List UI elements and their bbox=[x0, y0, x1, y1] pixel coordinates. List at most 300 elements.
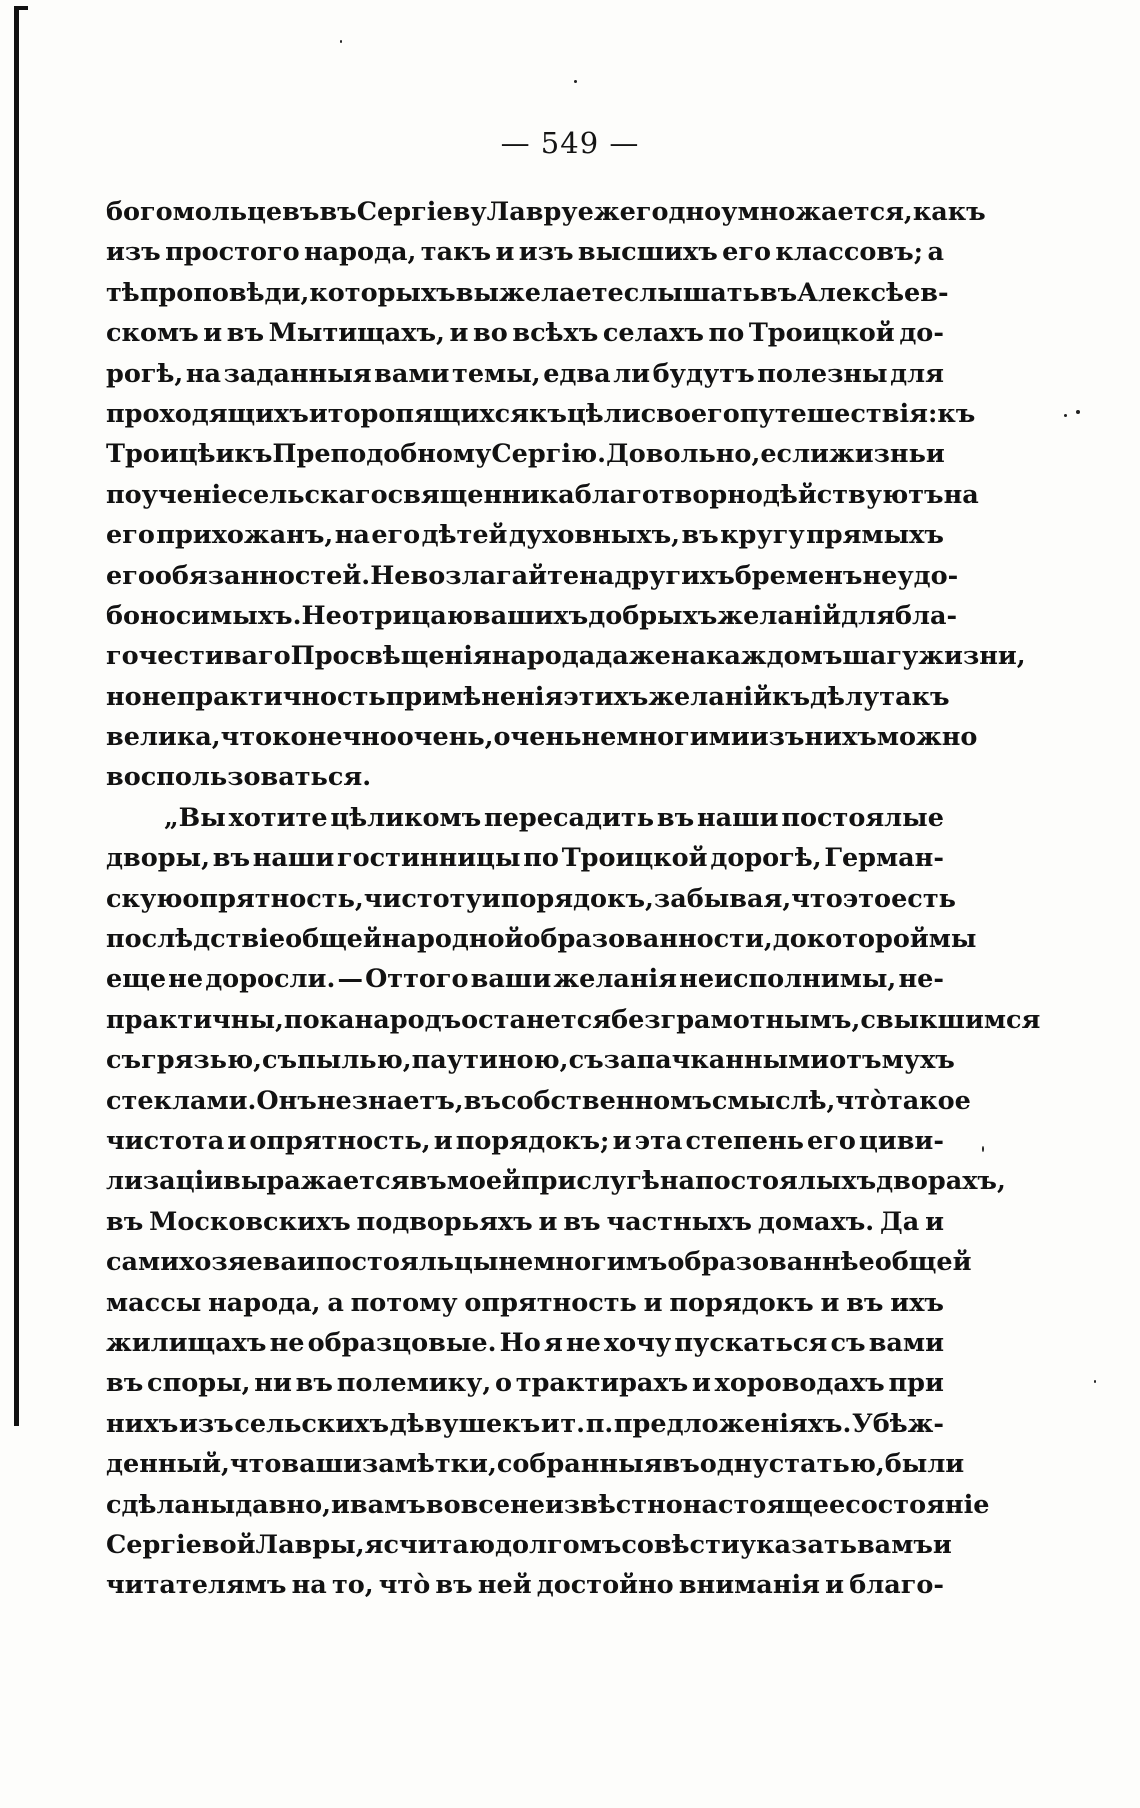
word: дорогѣ, bbox=[710, 843, 822, 874]
word: воспользоваться. bbox=[106, 762, 372, 793]
word: не- bbox=[898, 964, 944, 995]
text-line bbox=[106, 757, 944, 797]
text-line bbox=[106, 1242, 972, 1282]
text-line bbox=[106, 677, 950, 717]
word: вы bbox=[455, 277, 500, 308]
text-line bbox=[106, 636, 1026, 676]
word: шагу bbox=[842, 641, 919, 672]
word: и bbox=[612, 1125, 632, 1156]
word: пока bbox=[283, 1004, 355, 1035]
word: вовсе bbox=[425, 1489, 511, 1520]
word: и bbox=[925, 1206, 944, 1237]
word: я bbox=[364, 1529, 384, 1560]
word: — bbox=[337, 964, 363, 995]
word: на bbox=[291, 1570, 327, 1601]
word: образованности, bbox=[523, 924, 773, 955]
word: въ bbox=[846, 1287, 884, 1318]
word: и bbox=[495, 237, 515, 268]
word: къ bbox=[937, 398, 976, 429]
word: наши bbox=[252, 843, 335, 874]
word: долгомъ bbox=[495, 1529, 622, 1560]
word: во bbox=[473, 318, 508, 349]
word: „Вы bbox=[164, 802, 226, 833]
word: Убѣж- bbox=[852, 1408, 944, 1439]
word: къ bbox=[772, 681, 811, 712]
word: въ bbox=[409, 1166, 447, 1197]
word: и bbox=[215, 439, 235, 470]
word: Сергіевой bbox=[106, 1529, 256, 1560]
word: эта bbox=[634, 1125, 683, 1156]
word: состояніе bbox=[845, 1489, 990, 1520]
word: пылью, bbox=[297, 1045, 412, 1076]
word: въ bbox=[681, 520, 719, 551]
word: этихъ bbox=[563, 681, 649, 712]
word: какъ bbox=[912, 197, 986, 227]
word: вамъ bbox=[349, 1489, 426, 1520]
word: прихожанъ, bbox=[156, 520, 334, 551]
word: ли bbox=[613, 358, 651, 389]
word: полезны bbox=[757, 358, 888, 389]
word: забывая, bbox=[653, 883, 792, 914]
word: съ bbox=[568, 1045, 604, 1076]
word: статью, bbox=[768, 1449, 885, 1480]
word: даже bbox=[595, 641, 671, 672]
word: подворьяхъ bbox=[356, 1206, 533, 1237]
text-line bbox=[106, 475, 979, 515]
word: изъ bbox=[178, 1408, 234, 1439]
word: проходящихъ bbox=[106, 398, 309, 429]
word: я bbox=[543, 1327, 563, 1358]
word: благотворно bbox=[574, 479, 763, 510]
word: изъ bbox=[749, 722, 805, 753]
word: бременъ bbox=[734, 560, 863, 591]
word: добрыхъ bbox=[588, 600, 718, 631]
word: изъ bbox=[106, 237, 161, 268]
word: съ bbox=[106, 1045, 142, 1076]
word: неисполнимы, bbox=[679, 964, 897, 995]
word: отрицаю bbox=[341, 600, 473, 631]
text-line bbox=[106, 1000, 1041, 1040]
text-line bbox=[106, 717, 978, 757]
body-text bbox=[106, 192, 1041, 1606]
word: ваши bbox=[281, 1449, 362, 1480]
word: на bbox=[185, 358, 222, 389]
word: читателямъ bbox=[106, 1570, 287, 1601]
word: и bbox=[643, 1287, 663, 1318]
word: всѣхъ bbox=[512, 318, 599, 349]
word: лизаціи bbox=[106, 1166, 224, 1197]
text-line bbox=[106, 1323, 944, 1363]
word: изъ bbox=[518, 237, 574, 268]
word: цѣликомъ bbox=[330, 802, 482, 833]
word: скую bbox=[106, 883, 183, 914]
word: цѣли bbox=[566, 398, 641, 429]
word: съ bbox=[262, 1045, 298, 1076]
word: кругу bbox=[720, 520, 805, 551]
word: и bbox=[203, 318, 223, 349]
word: не bbox=[168, 964, 204, 995]
word: его bbox=[106, 520, 155, 551]
word: народа, bbox=[303, 237, 417, 268]
text-line bbox=[106, 515, 944, 555]
word: желаній bbox=[648, 681, 773, 712]
word: и bbox=[481, 883, 501, 914]
word: Лавры, bbox=[255, 1529, 365, 1560]
word: постоялыхъ bbox=[695, 1166, 877, 1197]
word: боносимыхъ. bbox=[106, 600, 302, 631]
word: что̀ bbox=[378, 1570, 431, 1601]
word: и bbox=[932, 1529, 952, 1560]
word: предложеніяхъ. bbox=[613, 1408, 852, 1439]
word: Лавру bbox=[486, 197, 578, 227]
text-line bbox=[106, 1363, 944, 1403]
word: массы bbox=[106, 1287, 202, 1318]
word: мы bbox=[928, 924, 977, 955]
word: практичны, bbox=[106, 1004, 284, 1035]
word: и bbox=[296, 1247, 316, 1278]
word: давно, bbox=[235, 1489, 331, 1520]
text-line bbox=[106, 798, 944, 838]
word: до bbox=[772, 924, 807, 955]
word: Троицкой bbox=[561, 843, 708, 874]
text-line bbox=[106, 232, 944, 272]
word: въ bbox=[295, 1368, 333, 1399]
word: Сергію. bbox=[491, 439, 607, 470]
word: собственномъ bbox=[500, 1085, 712, 1116]
text-line bbox=[106, 1444, 965, 1484]
word: нихъ bbox=[804, 722, 877, 753]
text-line bbox=[106, 1525, 952, 1565]
word: пересадить bbox=[484, 802, 655, 833]
word: и bbox=[433, 1125, 453, 1156]
word: свыкшимся bbox=[860, 1004, 1041, 1035]
word: вниманія bbox=[678, 1570, 821, 1601]
word: были bbox=[884, 1449, 965, 1480]
word: Мытищахъ, bbox=[268, 318, 445, 349]
word: и bbox=[691, 1368, 711, 1399]
word: нихъ bbox=[106, 1408, 179, 1439]
word: народной bbox=[381, 924, 524, 955]
word: останется bbox=[461, 1004, 612, 1035]
page-number: — 549 — bbox=[500, 126, 640, 160]
word: священника bbox=[387, 479, 575, 510]
word: до- bbox=[899, 318, 944, 349]
scan-edge-corner bbox=[14, 6, 28, 10]
word: доросли. bbox=[205, 964, 336, 995]
word: желанія bbox=[553, 964, 678, 995]
word: и bbox=[538, 1206, 558, 1237]
word: о bbox=[495, 1368, 513, 1399]
word: стеклами. bbox=[106, 1085, 257, 1116]
text-line bbox=[106, 1121, 944, 1161]
word: наши bbox=[696, 802, 779, 833]
word: на bbox=[659, 1166, 695, 1197]
word: торопящихся bbox=[327, 398, 529, 429]
word: вами bbox=[868, 1327, 944, 1358]
word: дѣлу bbox=[810, 681, 880, 712]
word: въ bbox=[563, 1206, 601, 1237]
word: его bbox=[722, 237, 772, 268]
word: прислугѣ bbox=[521, 1166, 660, 1197]
word: умножается, bbox=[721, 197, 913, 227]
word: заданныя bbox=[223, 358, 372, 389]
text-line bbox=[106, 434, 944, 474]
word: что bbox=[791, 883, 843, 914]
word: бла- bbox=[894, 600, 958, 631]
word: очень bbox=[493, 722, 582, 753]
word: хороводахъ bbox=[714, 1368, 885, 1399]
scan-speck bbox=[574, 80, 577, 83]
word: это bbox=[842, 883, 892, 914]
word: считаю bbox=[383, 1529, 496, 1560]
word: а bbox=[327, 1287, 344, 1318]
word: Не bbox=[370, 560, 411, 591]
word: при bbox=[888, 1368, 944, 1399]
text-line bbox=[106, 879, 956, 919]
word: что̀ bbox=[835, 1085, 887, 1116]
word: непрактичность bbox=[141, 681, 386, 712]
word: ихъ bbox=[890, 1287, 944, 1318]
word: многимъ bbox=[533, 1247, 668, 1278]
word: постоялые bbox=[781, 802, 944, 833]
word: знаетъ, bbox=[351, 1085, 464, 1116]
word: то, bbox=[331, 1570, 374, 1601]
word: конечно bbox=[272, 722, 397, 753]
word: и bbox=[449, 318, 469, 349]
word: и bbox=[540, 1408, 560, 1439]
word: каждомъ bbox=[705, 641, 843, 672]
word: Московскихъ bbox=[149, 1206, 351, 1237]
word: его bbox=[807, 1125, 856, 1156]
word: для bbox=[890, 358, 944, 389]
word: хозяева bbox=[179, 1247, 297, 1278]
word: пускаться bbox=[674, 1327, 828, 1358]
word: есть bbox=[891, 883, 956, 914]
word: въ bbox=[662, 1449, 700, 1480]
word: чистоту bbox=[363, 883, 482, 914]
word: народа bbox=[491, 641, 596, 672]
word: рогѣ, bbox=[106, 358, 184, 389]
word: слышать bbox=[623, 277, 760, 308]
text-line bbox=[106, 596, 958, 636]
word: неудо- bbox=[862, 560, 959, 591]
word: чистота bbox=[106, 1125, 225, 1156]
word: выражается bbox=[223, 1166, 410, 1197]
word: сельскихъ bbox=[234, 1408, 389, 1439]
word: ваши bbox=[470, 964, 552, 995]
word: запачканными bbox=[603, 1045, 830, 1076]
word: прямыхъ bbox=[806, 520, 944, 551]
word: примѣненія bbox=[385, 681, 564, 712]
word: что bbox=[229, 1449, 282, 1480]
word: т. bbox=[560, 1408, 586, 1439]
word: потому bbox=[350, 1287, 458, 1318]
word: Довольно, bbox=[606, 439, 761, 470]
text-line bbox=[106, 1565, 944, 1605]
text-line bbox=[106, 838, 944, 878]
word: образованнѣе bbox=[667, 1247, 875, 1278]
word: ней bbox=[477, 1570, 532, 1601]
scan-speck bbox=[982, 1146, 984, 1152]
word: поученіе bbox=[106, 479, 238, 510]
text-line bbox=[106, 1040, 955, 1080]
word: скомъ bbox=[106, 318, 199, 349]
word: въ bbox=[226, 318, 265, 349]
word: смыслѣ, bbox=[711, 1085, 836, 1116]
word: Но bbox=[499, 1327, 541, 1358]
word: его bbox=[106, 560, 155, 591]
word: Алексѣев- bbox=[797, 277, 949, 308]
word: не bbox=[565, 1327, 601, 1358]
word: тѣ bbox=[106, 277, 140, 308]
word: дворы, bbox=[106, 843, 210, 874]
word: путешествія: bbox=[739, 398, 938, 429]
word: другихъ bbox=[614, 560, 735, 591]
word: опрятность, bbox=[249, 1125, 431, 1156]
word: замѣтки, bbox=[361, 1449, 497, 1480]
word: гочестиваго bbox=[106, 641, 291, 672]
word: велика, bbox=[106, 722, 221, 753]
word: не bbox=[316, 1085, 352, 1116]
text-line bbox=[106, 394, 976, 434]
text-line bbox=[106, 192, 986, 232]
word: если bbox=[760, 439, 829, 470]
word: для bbox=[841, 600, 895, 631]
word: желаній bbox=[717, 600, 842, 631]
word: порядокъ; bbox=[455, 1125, 610, 1156]
word: и bbox=[330, 1489, 350, 1520]
word: въ bbox=[463, 1085, 501, 1116]
word: въ bbox=[759, 277, 798, 308]
word: денный, bbox=[106, 1449, 230, 1480]
word: мухъ bbox=[881, 1045, 955, 1076]
word: въ bbox=[319, 197, 357, 227]
word: общей bbox=[874, 1247, 972, 1278]
word: настоящее bbox=[682, 1489, 846, 1520]
word: Троицкой bbox=[748, 318, 895, 349]
text-line bbox=[106, 1485, 990, 1525]
word: обязанностей. bbox=[154, 560, 371, 591]
word: постояльцы bbox=[315, 1247, 499, 1278]
word: на bbox=[670, 641, 706, 672]
word: степень bbox=[685, 1125, 804, 1156]
text-line bbox=[106, 919, 977, 959]
word: хотите bbox=[228, 802, 328, 833]
word: сельскаго bbox=[237, 479, 388, 510]
word: такъ bbox=[879, 681, 950, 712]
word: Герман- bbox=[824, 843, 944, 874]
word: будутъ bbox=[652, 358, 755, 389]
text-line bbox=[106, 1081, 971, 1121]
word: къ bbox=[528, 398, 567, 429]
word: Троицѣ bbox=[106, 439, 216, 470]
word: образцовые. bbox=[307, 1327, 497, 1358]
word: не bbox=[269, 1327, 305, 1358]
word: Сергіеву bbox=[356, 197, 487, 227]
word: едва bbox=[543, 358, 611, 389]
word: хочу bbox=[603, 1327, 672, 1358]
word: грязью, bbox=[141, 1045, 262, 1076]
word: и bbox=[825, 1570, 845, 1601]
word: въ bbox=[435, 1570, 473, 1601]
word: и bbox=[227, 1125, 247, 1156]
word: но bbox=[106, 681, 142, 712]
word: по bbox=[708, 318, 745, 349]
word: домахъ. bbox=[757, 1206, 875, 1237]
word: къ bbox=[234, 439, 273, 470]
word: а bbox=[927, 237, 944, 268]
scan-speck bbox=[1064, 414, 1067, 417]
word: общей bbox=[285, 924, 382, 955]
word: дѣйствуютъ bbox=[762, 479, 944, 510]
word: которой bbox=[806, 924, 929, 955]
word: духовныхъ, bbox=[508, 520, 681, 551]
word: частныхъ bbox=[606, 1206, 752, 1237]
word: опрятность, bbox=[182, 883, 364, 914]
word: въ bbox=[656, 802, 695, 833]
word: порядокъ bbox=[669, 1287, 814, 1318]
word: своего bbox=[640, 398, 740, 429]
scan-speck bbox=[340, 40, 342, 43]
word: въ bbox=[106, 1368, 144, 1399]
scan-edge-line bbox=[14, 6, 19, 1426]
word: селахъ bbox=[602, 318, 704, 349]
word: ни bbox=[254, 1368, 292, 1399]
word: такъ bbox=[420, 237, 492, 268]
word: не bbox=[498, 1247, 534, 1278]
word: благо- bbox=[849, 1570, 944, 1601]
word: и bbox=[820, 1287, 840, 1318]
word: немногими bbox=[581, 722, 750, 753]
word: которыхъ bbox=[309, 277, 456, 308]
word: въ bbox=[106, 1206, 144, 1237]
word: Оттого bbox=[365, 964, 469, 995]
word: достойно bbox=[536, 1570, 674, 1601]
word: дворахъ, bbox=[876, 1166, 1006, 1197]
word: можно bbox=[876, 722, 978, 753]
word: опрятность bbox=[464, 1287, 637, 1318]
word: классовъ; bbox=[775, 237, 924, 268]
word: на bbox=[579, 560, 615, 591]
text-line bbox=[106, 1161, 1006, 1201]
word: и bbox=[925, 439, 945, 470]
text-line bbox=[106, 313, 944, 353]
word: и bbox=[308, 398, 328, 429]
word: съ bbox=[830, 1327, 866, 1358]
word: собранныя bbox=[496, 1449, 663, 1480]
word: что bbox=[220, 722, 273, 753]
word: на bbox=[943, 479, 979, 510]
word: вамъ bbox=[856, 1529, 933, 1560]
word: высшихъ bbox=[577, 237, 718, 268]
word: еще bbox=[106, 964, 167, 995]
word: п. bbox=[585, 1408, 614, 1439]
word: въ bbox=[212, 843, 251, 874]
word: по bbox=[523, 843, 559, 874]
word: народъ bbox=[354, 1004, 462, 1035]
word: Онъ bbox=[256, 1085, 317, 1116]
word: на bbox=[334, 520, 370, 551]
word: отъ bbox=[829, 1045, 882, 1076]
text-line bbox=[106, 273, 949, 313]
word: совѣсти bbox=[621, 1529, 740, 1560]
word: такое bbox=[886, 1085, 971, 1116]
text-line bbox=[106, 1404, 944, 1444]
word: дѣвушекъ bbox=[389, 1408, 541, 1439]
text-line bbox=[106, 354, 944, 394]
word: простого bbox=[165, 237, 300, 268]
word: проповѣди, bbox=[139, 277, 310, 308]
